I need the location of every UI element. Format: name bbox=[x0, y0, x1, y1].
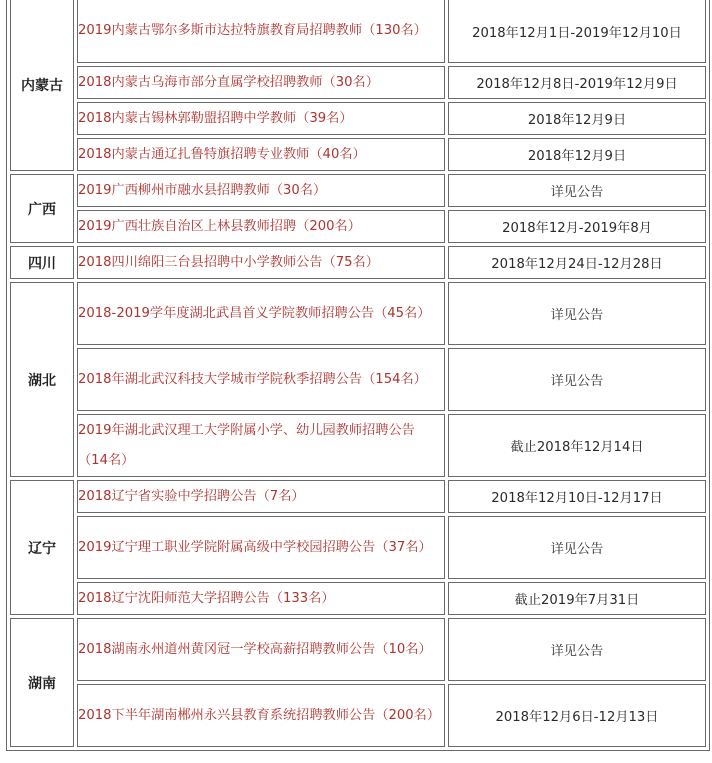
date-cell: 详见公告 bbox=[448, 516, 706, 579]
table-row bbox=[10, 516, 706, 579]
date-cell: 2018年12月24日-12月28日 bbox=[448, 246, 706, 279]
announcement-title-cell bbox=[77, 66, 445, 99]
announcement-title-cell bbox=[77, 684, 445, 747]
province-cell-hunan: 湖南 bbox=[10, 618, 74, 747]
table-row bbox=[10, 246, 706, 279]
table-row bbox=[10, 138, 706, 171]
announcement-title-cell bbox=[77, 246, 445, 279]
announcement-link[interactable]: 2018内蒙古通辽扎鲁特旗招聘专业教师（40名） bbox=[78, 146, 366, 162]
announcement-link[interactable]: 2018湖南永州道州黄冈冠一学校高薪招聘教师公告（10名） bbox=[78, 641, 432, 657]
announcement-link[interactable]: 2018辽宁沈阳师范大学招聘公告（133名） bbox=[78, 590, 335, 606]
date-cell: 2018年12月6日-12月13日 bbox=[448, 684, 706, 747]
table-row bbox=[10, 414, 706, 477]
table-row bbox=[10, 348, 706, 411]
date-cell: 详见公告 bbox=[448, 348, 706, 411]
date-cell: 详见公告 bbox=[448, 174, 706, 207]
announcement-link[interactable]: 2018辽宁省实验中学招聘公告（7名） bbox=[78, 488, 305, 504]
announcement-link[interactable]: 2019辽宁理工职业学院附属高级中学校园招聘公告（37名） bbox=[78, 539, 432, 555]
announcement-link[interactable]: 2019年湖北武汉理工大学附属小学、幼儿园教师招聘公告（14名） bbox=[78, 422, 415, 468]
announcement-title-cell bbox=[77, 102, 445, 135]
date-cell: 2018年12月10日-12月17日 bbox=[448, 480, 706, 513]
recruitment-table-container bbox=[6, 0, 709, 751]
announcement-link[interactable]: 2018内蒙古锡林郭勒盟招聘中学教师（39名） bbox=[78, 110, 353, 126]
announcement-title-cell bbox=[77, 618, 445, 681]
date-cell: 详见公告 bbox=[448, 282, 706, 345]
province-cell-guangxi: 广西 bbox=[10, 174, 74, 243]
announcement-link[interactable]: 2019内蒙古鄂尔多斯市达拉特旗教育局招聘教师（130名） bbox=[78, 23, 427, 38]
table-row bbox=[10, 480, 706, 513]
date-cell: 2018年12月-2019年8月 bbox=[448, 210, 706, 243]
date-cell: 2018年12月1日-2019年12月10日 bbox=[448, 0, 706, 63]
announcement-title-cell bbox=[77, 414, 445, 477]
date-cell: 2018年12月9日 bbox=[448, 102, 706, 135]
table-row bbox=[10, 210, 706, 243]
table-row bbox=[10, 618, 706, 681]
announcement-title-cell bbox=[77, 210, 445, 243]
table-row bbox=[10, 684, 706, 747]
province-cell-neimenggu: 内蒙古 bbox=[10, 0, 74, 171]
date-cell: 2018年12月8日-2019年12月9日 bbox=[448, 66, 706, 99]
announcement-title-cell bbox=[77, 138, 445, 171]
date-cell: 截止2018年12月14日 bbox=[448, 414, 706, 477]
announcement-title-cell bbox=[77, 282, 445, 345]
announcement-title-cell bbox=[77, 480, 445, 513]
date-cell: 截止2019年7月31日 bbox=[448, 582, 706, 615]
announcement-link[interactable]: 2018-2019学年度湖北武昌首义学院教师招聘公告（45名） bbox=[78, 305, 431, 321]
announcement-link[interactable]: 2018内蒙古乌海市部分直属学校招聘教师（30名） bbox=[78, 74, 379, 90]
province-cell-liaoning: 辽宁 bbox=[10, 480, 74, 615]
announcement-link[interactable]: 2018年湖北武汉科技大学城市学院秋季招聘公告（154名） bbox=[78, 371, 427, 387]
date-cell: 2018年12月9日 bbox=[448, 138, 706, 171]
province-cell-hubei: 湖北 bbox=[10, 282, 74, 477]
table-row bbox=[10, 66, 706, 99]
teacher-recruitment-table bbox=[6, 0, 710, 751]
announcement-link[interactable]: 2018下半年湖南郴州永兴县教育系统招聘教师公告（200名） bbox=[78, 707, 441, 723]
announcement-title-cell bbox=[77, 0, 445, 63]
table-row bbox=[10, 102, 706, 135]
table-row bbox=[10, 582, 706, 615]
announcement-link[interactable]: 2019广西壮族自治区上林县教师招聘（200名） bbox=[78, 218, 361, 234]
announcement-link[interactable]: 2019广西柳州市融水县招聘教师（30名） bbox=[78, 182, 327, 198]
table-row bbox=[10, 0, 706, 63]
province-cell-sichuan: 四川 bbox=[10, 246, 74, 279]
table-row bbox=[10, 282, 706, 345]
table-row bbox=[10, 174, 706, 207]
announcement-title-cell bbox=[77, 348, 445, 411]
announcement-title-cell bbox=[77, 582, 445, 615]
date-cell: 详见公告 bbox=[448, 618, 706, 681]
announcement-title-cell bbox=[77, 174, 445, 207]
announcement-link[interactable]: 2018四川绵阳三台县招聘中小学教师公告（75名） bbox=[78, 254, 379, 270]
announcement-title-cell bbox=[77, 516, 445, 579]
